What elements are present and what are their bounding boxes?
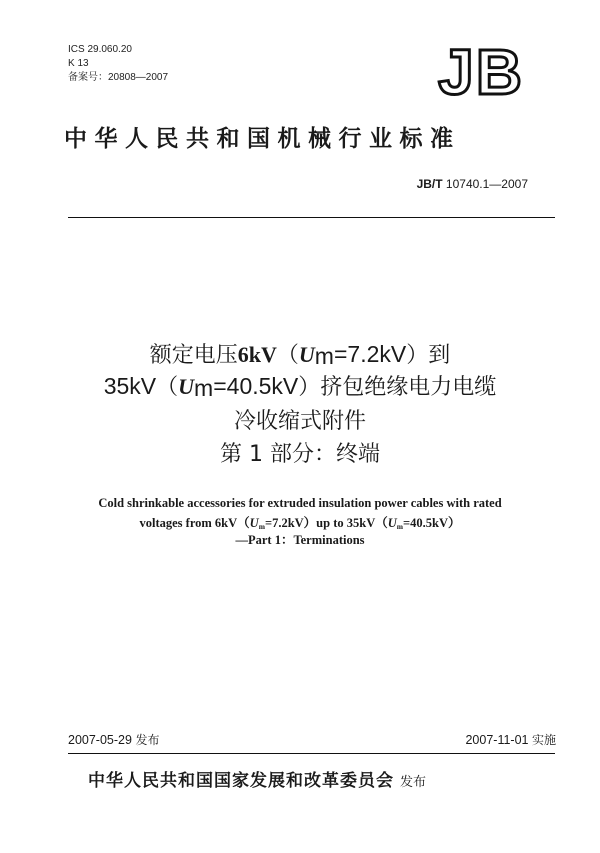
issue-date xyxy=(68,731,159,748)
record-number: 备案号：20808—2007 xyxy=(68,72,169,83)
cn-title-text: ）到 xyxy=(406,343,451,368)
cn-title-line-4: 第 1 部分：终端 xyxy=(220,442,380,467)
bracket: （ xyxy=(276,343,299,368)
cn-title-line-3: 冷收缩式附件 xyxy=(233,409,366,434)
bracket: （ xyxy=(156,375,179,400)
implementation-label: 实施 xyxy=(531,733,556,747)
cn-title-line-2 xyxy=(40,370,560,401)
en-title-line-1: Cold shrinkable accessories for extruded insulation power cables with rated xyxy=(98,496,502,510)
um-symbol: U xyxy=(178,374,195,399)
um-subscript: m xyxy=(194,375,214,401)
en-title-text: =40.5kV） xyxy=(403,516,461,530)
um-symbol: U xyxy=(387,516,397,530)
cn-title-text: 额定电压 xyxy=(149,343,238,368)
en-title-text: =7.2kV）up to 35kV（ xyxy=(264,516,388,530)
cn-title-text: ）挤包绝缘电力电缆 xyxy=(298,375,497,400)
jb-logo-text: JB xyxy=(438,40,524,102)
implementation-date xyxy=(465,731,556,748)
standard-category-title: 中华人民共和国机械行业标准 xyxy=(64,126,461,152)
cn-title-line-1 xyxy=(40,338,560,369)
en-title-text: voltages from 6kV（ xyxy=(139,516,250,530)
clc-code: K 13 xyxy=(68,58,89,69)
jb-logo xyxy=(430,40,532,102)
top-divider xyxy=(68,217,555,218)
bottom-divider xyxy=(68,753,555,754)
standard-number-prefix: JB/T xyxy=(416,177,443,191)
um-symbol: U xyxy=(249,516,259,530)
um-subscript: m xyxy=(314,343,334,369)
um-value: =7.2kV xyxy=(333,341,407,367)
publisher-name: 中华人民共和国国家发展和改革委员会 xyxy=(88,771,394,791)
implementation-date-value: 2007-11-01 xyxy=(465,733,529,747)
um-subscript: m xyxy=(258,522,265,531)
publisher xyxy=(88,766,426,791)
en-title-line-2 xyxy=(30,513,570,531)
en-title-line-3: —Part 1：Terminations xyxy=(235,533,365,547)
um-subscript: m xyxy=(396,522,404,531)
standard-number xyxy=(417,177,528,191)
standard-number-value: 10740.1—2007 xyxy=(445,177,528,191)
voltage-value: 6kV xyxy=(237,342,277,367)
issue-label: 发布 xyxy=(135,733,160,747)
ics-code: ICS 29.060.20 xyxy=(68,44,132,55)
publisher-suffix: 发布 xyxy=(400,775,427,790)
um-symbol: U xyxy=(298,342,315,367)
um-value: =40.5kV xyxy=(213,373,299,399)
voltage-value: 35kV xyxy=(103,373,157,399)
issue-date-value: 2007-05-29 xyxy=(68,733,132,747)
